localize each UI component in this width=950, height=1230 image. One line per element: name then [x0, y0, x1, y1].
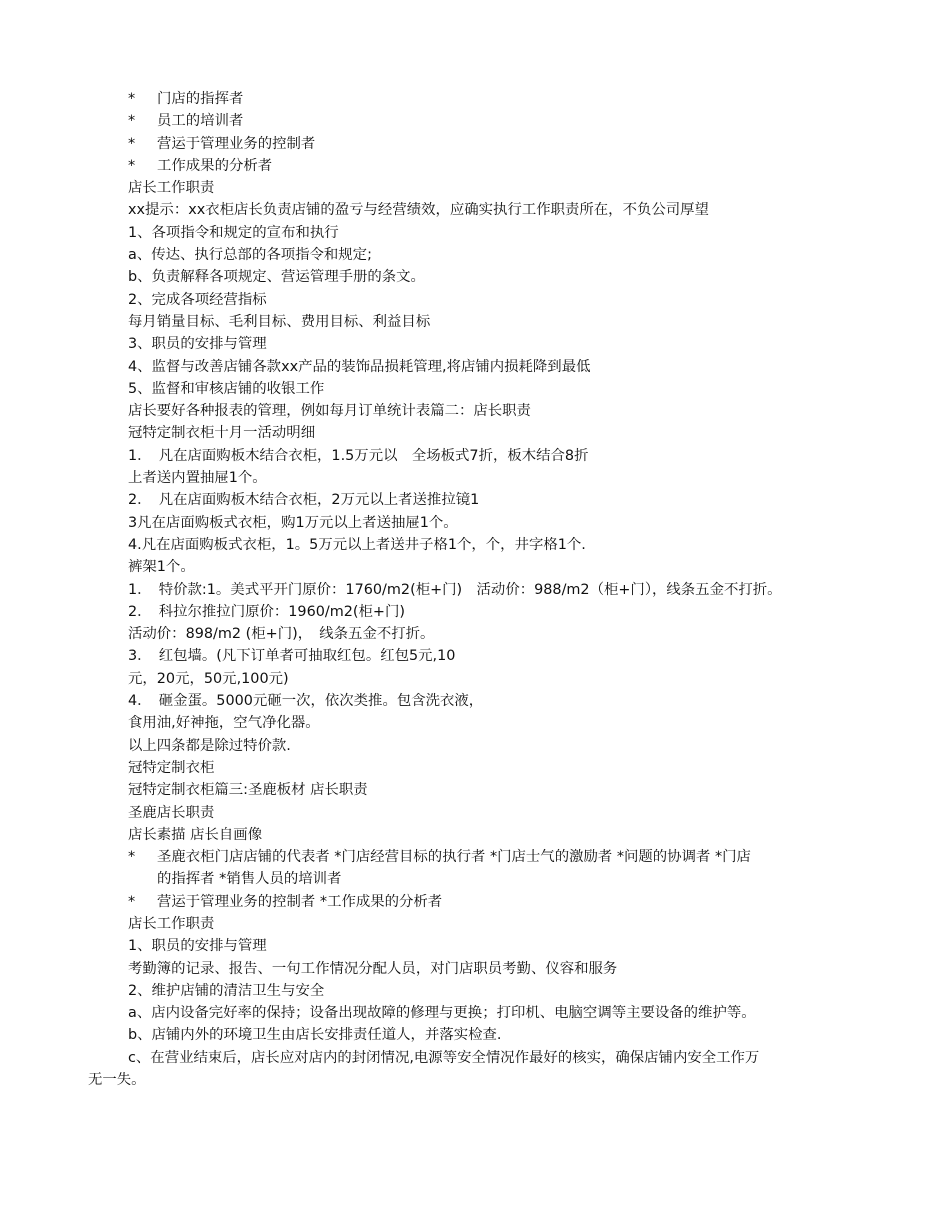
bullet-item	[0, 133, 950, 155]
text-line: 活动价：898/m2 (柜+门)， 线条五金不打折。	[128, 626, 435, 643]
section-heading: 冠特定制衣柜	[128, 759, 215, 776]
text-line: 4、监督与改善店铺各款xx产品的装饰品损耗管理,将店铺内损耗降到最低	[128, 358, 591, 375]
document-body	[0, 88, 950, 1091]
bullet-mark: *	[128, 113, 136, 130]
text-line: 上者送内置抽屉1个。	[128, 470, 267, 487]
bullet-text: 门店的指挥者	[157, 91, 244, 107]
bullet-text: 员工的培训者	[157, 113, 244, 130]
bullet-item	[0, 88, 950, 110]
text-line: a、店内设备完好率的保持；设备出现故障的修理与更换；打印机、电脑空调等主要设备的维护等。	[128, 1005, 756, 1022]
bullet-mark: *	[128, 135, 136, 152]
bullet-mark: *	[128, 157, 136, 174]
text-line: 3凡在店面购板式衣柜，购1万元以上者送抽屉1个。	[128, 514, 458, 531]
paragraph-line: c、在营业结束后，店长应对店内的封闭情况,电源等安全情况作最好的核实，确保店铺内安全工作万	[128, 1049, 760, 1066]
bullet-text: 工作成果的分析者	[157, 157, 273, 174]
section-heading: 冠特定制衣柜十月一活动明细	[128, 425, 316, 442]
bullet-item	[0, 891, 950, 913]
bullet-item	[0, 846, 950, 868]
section-heading: 圣鹿店长职责	[128, 804, 215, 821]
text-line: 2、维护店铺的清洁卫生与安全	[128, 982, 325, 999]
bullet-mark: *	[128, 849, 136, 866]
section-heading: 店长工作职责	[128, 180, 215, 197]
text-line: 1、各项指令和规定的宣布和执行	[128, 224, 339, 241]
text-line: 冠特定制衣柜篇三:圣鹿板材 店长职责	[128, 782, 368, 799]
bullet-text: 的指挥者 *销售人员的培训者	[157, 871, 342, 888]
text-line: 店长素描 店长自画像	[128, 826, 263, 843]
text-line: 2． 科拉尔推拉门原价：1960/m2(柜+门)	[128, 603, 405, 620]
bullet-item	[0, 110, 950, 132]
text-line: 1． 特价款:1。美式平开门原价：1760/m2(柜+门) 活动价：988/m2（柜+门），线条五金不打折。	[128, 581, 782, 598]
bullet-text: 圣鹿衣柜门店店铺的代表者 *门店经营目标的执行者 *门店士气的激励者 *问题的协调者 *门店	[157, 849, 751, 866]
text-line: 2． 凡在店面购板木结合衣柜，2万元以上者送推拉镜1	[128, 492, 480, 509]
text-line: 4.凡在店面购板式衣柜，1。5万元以上者送井子格1个，个，井字格1个.	[128, 536, 586, 553]
text-line: 裤架1个。	[128, 559, 195, 576]
text-line: b、店铺内外的环境卫生由店长安排责任道人，并落实检查.	[128, 1027, 502, 1044]
text-line: xx提示：xx衣柜店长负责店铺的盈亏与经营绩效，应确实执行工作职责所在，不负公司厚望	[128, 202, 709, 219]
bullet-text: 营运于管理业务的控制者	[157, 135, 316, 152]
text-line: 店长要好各种报表的管理，例如每月订单统计表篇二：店长职责	[128, 403, 531, 420]
text-line: 5、监督和审核店铺的收银工作	[128, 380, 325, 397]
text-line: 以上四条都是除过特价款.	[128, 737, 291, 754]
bullet-item	[0, 155, 950, 177]
bullet-mark: *	[128, 893, 136, 910]
text-line: a、传达、执行总部的各项指令和规定;	[128, 247, 372, 264]
text-line: 每月销量目标、毛利目标、费用目标、利益目标	[128, 313, 431, 330]
text-line: 4． 砸金蛋。5000元砸一次，依次类推。包含洗衣液，	[128, 693, 484, 710]
section-heading: 店长工作职责	[128, 915, 215, 932]
bullet-mark: *	[128, 91, 136, 107]
text-line: 3、职员的安排与管理	[128, 336, 267, 353]
text-line: 1、职员的安排与管理	[128, 938, 267, 955]
text-line: 食用油,好神拖，空气净化器。	[128, 715, 320, 732]
text-line: b、负责解释各项规定、营运管理手册的条文。	[128, 269, 425, 286]
text-line: 1． 凡在店面购板木结合衣柜，1.5万元以 全场板式7折，板木结合8折	[128, 447, 589, 464]
text-line: 2、完成各项经营指标	[128, 291, 267, 308]
paragraph-line: 无一失。	[88, 1072, 146, 1089]
text-line: 考勤簿的记录、报告、一句工作情况分配人员，对门店职员考勤、仪容和服务	[128, 960, 618, 977]
bullet-item-continuation	[0, 868, 950, 890]
bullet-text: 营运于管理业务的控制者 *工作成果的分析者	[157, 893, 443, 910]
text-line: 3． 红包墙。(凡下订单者可抽取红包。红包5元,10	[128, 648, 456, 665]
text-line: 元，20元，50元,100元)	[128, 670, 289, 687]
